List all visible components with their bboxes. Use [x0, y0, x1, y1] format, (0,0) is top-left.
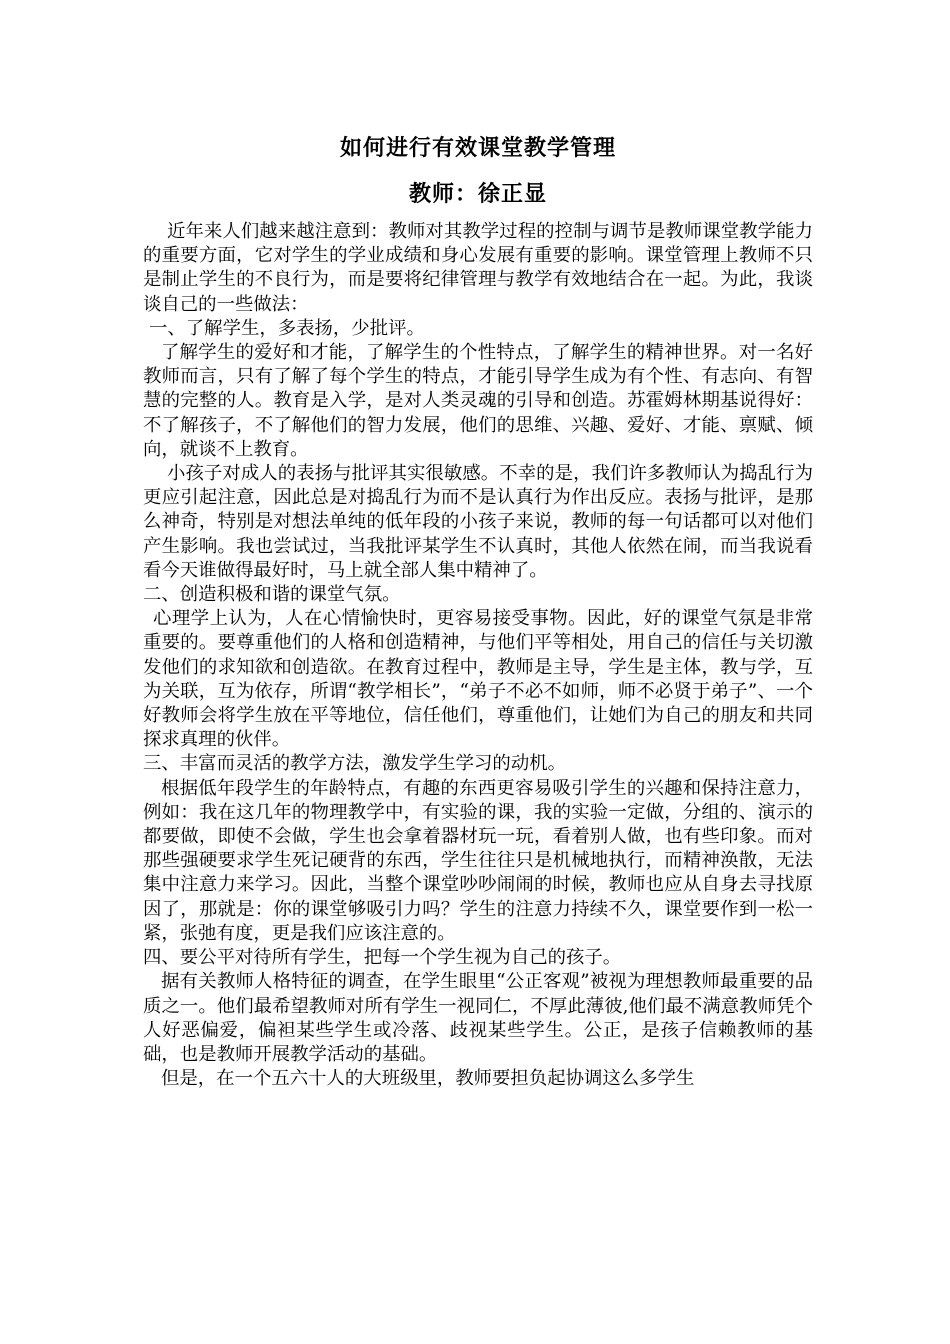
intro-paragraph: 近年来人们越来越注意到：教师对其教学过程的控制与调节是教师课堂教学能力的重要方面，它对学生的学业成绩和身心发展有重要的影响。课堂管理上教师不只是制止学生的不良行为，而是要将纪律管理与教学有效地结合在一起。为此，我谈谈自己的一些做法：	[143, 221, 813, 315]
document-page	[143, 132, 813, 1091]
section-heading-2: 二、创造积极和谐的课堂气氛。	[143, 584, 401, 606]
section1-paragraph-2: 小孩子对成人的表扬与批评其实很敏感。不幸的是，我们许多教师认为捣乱行为更应引起注意，因此总是对捣乱行为而不是认真行为作出反应。表扬与批评，是那么神奇，特别是对想法单纯的低年段的小孩子来说，教师的每一句话都可以对他们产生影响。我也尝试过，当我批评某学生不认真时，其他人依然在闹，而当我说看看今天谁做得最好时，马上就全部人集中精神了。	[143, 463, 813, 581]
section1-paragraph-1: 了解学生的爱好和才能，了解学生的个性特点，了解学生的精神世界。对一名好教师而言，只有了解了每个学生的特点，才能引导学生成为有个性、有志向、有智慧的完整的人。教育是入学，是对人类灵魂的引导和创造。苏霍姆林期基说得好：不了解孩子，不了解他们的智力发展，他们的思维、兴趣、爱好、才能、禀赋、倾向，就谈不上教育。	[143, 342, 813, 460]
section4-paragraph-1: 据有关教师人格特征的调查，在学生眼里“公正客观”被视为理想教师最重要的品质之一。他们最希望教师对所有学生一视同仁，不厚此薄彼,他们最不满意教师凭个人好恶偏爱，偏袒某些学生或冷落、歧视某些学生。公正，是孩子信赖教师的基础，也是教师开展教学活动的基础。	[143, 971, 813, 1065]
section-heading-4: 四、要公平对待所有学生，把每一个学生视为自己的孩子。	[143, 947, 622, 969]
document-title: 如何进行有效课堂教学管理	[339, 136, 616, 161]
document-body	[143, 220, 813, 1091]
document-author: 教师：徐正显	[408, 182, 547, 207]
section-heading-1: 一、了解学生，多表扬，少批评。	[149, 317, 425, 339]
section3-paragraph: 根据低年段学生的年龄特点，有趣的东西更容易吸引学生的兴趣和保持注意力，例如：我在这几年的物理教学中，有实验的课，我的实验一定做，分组的、演示的都要做，即使不会做，学生也会拿着器材玩一玩，看着别人做，也有些印象。而对那些强硬要求学生死记硬背的东西，学生往往只是机械地执行，而精神涣散，无法集中注意力来学习。因此，当整个课堂吵吵闹闹的时候，教师也应从自身去寻找原因了，那就是：你的课堂够吸引力吗？学生的注意力持续不久，课堂要作到一松一紧，张弛有度，更是我们应该注意的。	[143, 777, 813, 944]
section-heading-3: 三、丰富而灵活的教学方法，激发学生学习的动机。	[143, 753, 566, 775]
section4-paragraph-2: 但是，在一个五六十人的大班级里，教师要担负起协调这么多学生	[161, 1068, 695, 1090]
section2-paragraph: 心理学上认为，人在心情愉快时，更容易接受事物。因此，好的课堂气氛是非常重要的。要尊重他们的人格和创造精神，与他们平等相处，用自己的信任与关切激发他们的求知欲和创造欲。在教育过程中，教师是主导，学生是主体，教与学，互为关联，互为依存，所谓“教学相长”，“弟子不必不如师，师不必贤于弟子”、一个好教师会将学生放在平等地位，信任他们，尊重他们，让她们为自己的朋友和共同探求真理的伙伴。	[143, 608, 813, 751]
